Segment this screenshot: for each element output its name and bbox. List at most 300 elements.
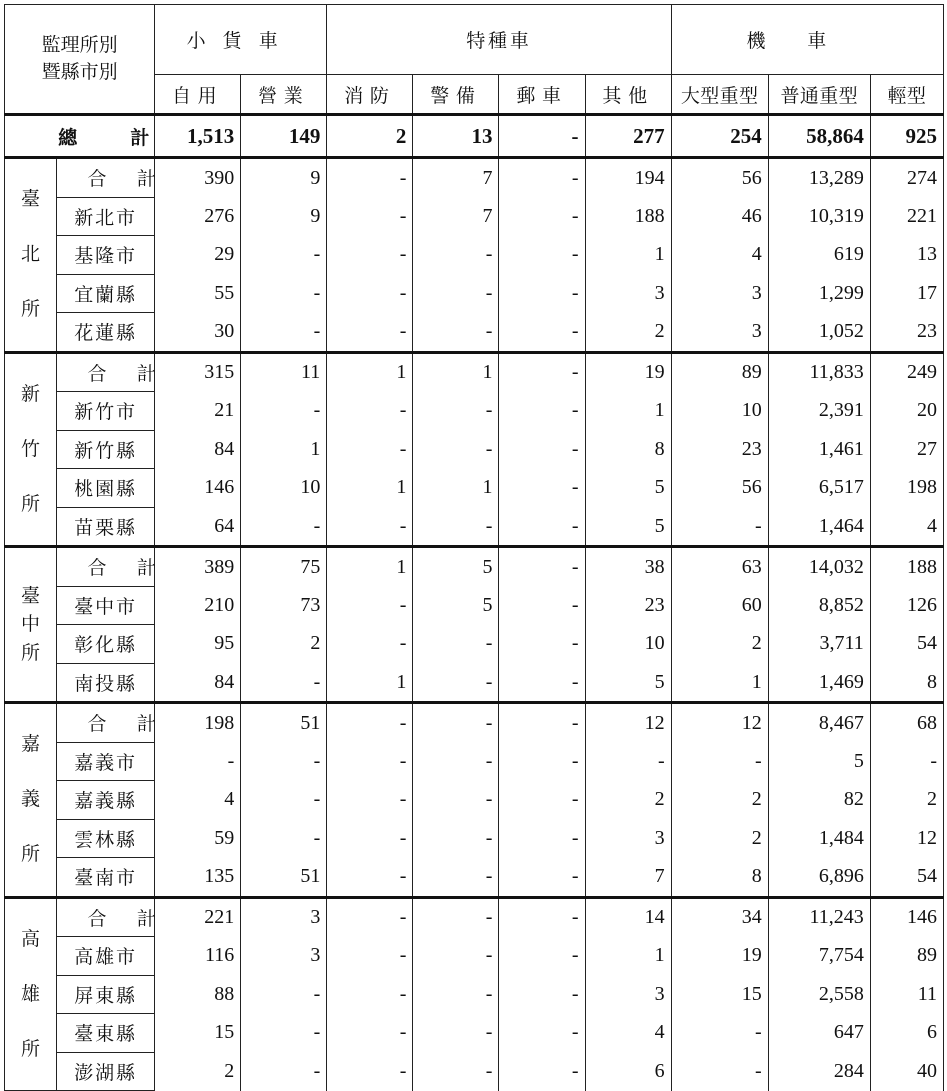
data-cell: 1 (585, 937, 671, 976)
table-row (5, 781, 944, 820)
data-cell: - (499, 236, 585, 275)
table-body (5, 115, 944, 1091)
city-name: 臺中市 (57, 586, 155, 625)
data-cell: 73 (241, 586, 327, 625)
data-cell: 23 (585, 586, 671, 625)
data-cell: 46 (671, 197, 768, 236)
data-cell: 64 (155, 507, 241, 547)
data-cell: - (327, 586, 413, 625)
data-cell: - (241, 781, 327, 820)
data-cell: 21 (155, 392, 241, 431)
data-cell: 315 (155, 352, 241, 392)
data-cell: - (327, 236, 413, 275)
region-name-char: 所 (21, 298, 41, 321)
region-name (21, 582, 40, 668)
data-cell: - (241, 819, 327, 858)
data-cell: - (499, 897, 585, 937)
table-header (5, 5, 944, 115)
data-cell: 5 (413, 586, 499, 625)
data-cell: - (413, 975, 499, 1014)
data-cell: - (327, 507, 413, 547)
data-cell: 5 (768, 742, 870, 781)
data-cell: 2 (155, 1052, 241, 1091)
data-cell: 7,754 (768, 937, 870, 976)
data-cell: 19 (585, 352, 671, 392)
data-cell: 89 (870, 937, 943, 976)
data-cell: 2 (585, 781, 671, 820)
data-cell: - (327, 858, 413, 898)
data-cell: - (327, 897, 413, 937)
data-cell: - (499, 430, 585, 469)
table-row (5, 197, 944, 236)
data-cell: - (671, 742, 768, 781)
data-cell: 5 (585, 469, 671, 508)
data-cell: - (413, 819, 499, 858)
data-cell: 19 (671, 937, 768, 976)
data-cell: 221 (155, 897, 241, 937)
table-row (5, 742, 944, 781)
data-cell: 3 (671, 313, 768, 353)
data-cell: - (241, 313, 327, 353)
table-row (5, 937, 944, 976)
data-cell: 1 (327, 547, 413, 587)
data-cell: 89 (671, 352, 768, 392)
table-row (5, 663, 944, 703)
data-cell: 7 (585, 858, 671, 898)
region-subtotal-row (5, 158, 944, 198)
data-cell: - (499, 547, 585, 587)
subtotal-label: 合計 (57, 897, 155, 937)
data-cell: 2,391 (768, 392, 870, 431)
col-header-postal: 郵車 (499, 75, 585, 115)
data-cell: 13,289 (768, 158, 870, 198)
data-cell: 88 (155, 975, 241, 1014)
data-cell: 647 (768, 1014, 870, 1053)
region-name-cell (5, 547, 57, 703)
region-name (21, 367, 40, 532)
data-cell: 8 (671, 858, 768, 898)
data-cell: - (241, 274, 327, 313)
total-cell: 149 (241, 115, 327, 158)
data-cell: 2,558 (768, 975, 870, 1014)
data-cell: 8,852 (768, 586, 870, 625)
data-cell: 194 (585, 158, 671, 198)
data-cell: 1,469 (768, 663, 870, 703)
data-cell: 56 (671, 158, 768, 198)
data-cell: - (327, 313, 413, 353)
city-name: 新竹市 (57, 392, 155, 431)
group-header-special-vehicle: 特種車 (327, 5, 671, 75)
data-cell: 619 (768, 236, 870, 275)
region-name-char: 所 (21, 641, 41, 664)
data-cell: 5 (585, 507, 671, 547)
data-cell: - (413, 313, 499, 353)
group-header-small-truck: 小貨車 (155, 5, 327, 75)
data-cell: 59 (155, 819, 241, 858)
data-cell: - (671, 507, 768, 547)
data-cell: 8 (585, 430, 671, 469)
data-cell: 10 (241, 469, 327, 508)
data-cell: 126 (870, 586, 943, 625)
data-cell: 116 (155, 937, 241, 976)
data-cell: 1 (413, 352, 499, 392)
city-name: 屏東縣 (57, 975, 155, 1014)
city-name: 雲林縣 (57, 819, 155, 858)
data-cell: 29 (155, 236, 241, 275)
data-cell: 8 (870, 663, 943, 703)
region-name-char: 臺 (21, 188, 41, 211)
data-cell: - (327, 781, 413, 820)
city-name: 南投縣 (57, 663, 155, 703)
data-cell: 1 (327, 469, 413, 508)
data-cell: - (413, 392, 499, 431)
corner-line-1: 監理所別 (41, 34, 118, 57)
data-cell: - (499, 819, 585, 858)
table-row (5, 819, 944, 858)
data-cell: 274 (870, 158, 943, 198)
data-cell: 75 (241, 547, 327, 587)
data-cell: 6,517 (768, 469, 870, 508)
table-row (5, 430, 944, 469)
group-header-motorcycle: 機車 (671, 5, 943, 75)
data-cell: 6,896 (768, 858, 870, 898)
table-row (5, 1052, 944, 1091)
data-cell: - (241, 975, 327, 1014)
data-cell: 15 (155, 1014, 241, 1053)
data-cell: 3 (241, 897, 327, 937)
data-cell: - (499, 507, 585, 547)
data-cell: 1,484 (768, 819, 870, 858)
data-cell: 54 (870, 625, 943, 664)
city-name: 桃園縣 (57, 469, 155, 508)
region-name-char: 嘉 (21, 733, 41, 756)
region-name (21, 717, 40, 882)
data-cell: 3 (585, 819, 671, 858)
data-cell: 6 (870, 1014, 943, 1053)
table-row (5, 469, 944, 508)
data-cell: 188 (870, 547, 943, 587)
region-name-char: 雄 (21, 982, 41, 1005)
col-header-private: 自用 (155, 75, 241, 115)
data-cell: 2 (671, 625, 768, 664)
data-cell: 7 (413, 197, 499, 236)
data-cell: 2 (671, 781, 768, 820)
data-cell: - (241, 392, 327, 431)
data-cell: 1 (413, 469, 499, 508)
region-name-char: 義 (21, 788, 41, 811)
city-name: 彰化縣 (57, 625, 155, 664)
subtotal-label: 合計 (57, 547, 155, 587)
city-name: 嘉義市 (57, 742, 155, 781)
data-cell: 210 (155, 586, 241, 625)
data-cell: 221 (870, 197, 943, 236)
data-cell: 38 (585, 547, 671, 587)
data-cell: 12 (870, 819, 943, 858)
data-cell: 12 (671, 703, 768, 743)
table-row (5, 858, 944, 898)
data-cell: - (413, 507, 499, 547)
data-cell: 10,319 (768, 197, 870, 236)
region-subtotal-row (5, 352, 944, 392)
city-name: 澎湖縣 (57, 1052, 155, 1091)
data-cell: 55 (155, 274, 241, 313)
data-cell: 4 (870, 507, 943, 547)
data-cell: - (499, 274, 585, 313)
data-cell: 4 (155, 781, 241, 820)
city-name: 新竹縣 (57, 430, 155, 469)
data-cell: - (671, 1052, 768, 1091)
total-cell: 925 (870, 115, 943, 158)
data-cell: - (499, 781, 585, 820)
data-cell: - (413, 625, 499, 664)
city-name: 花蓮縣 (57, 313, 155, 353)
region-name-char: 所 (21, 492, 41, 515)
data-cell: - (241, 1052, 327, 1091)
data-cell: 146 (870, 897, 943, 937)
data-cell: 1,461 (768, 430, 870, 469)
data-cell: - (413, 742, 499, 781)
subtotal-label: 合計 (57, 703, 155, 743)
data-cell: 11,243 (768, 897, 870, 937)
data-cell: 1,299 (768, 274, 870, 313)
data-cell: - (327, 819, 413, 858)
data-cell: - (413, 703, 499, 743)
data-cell: - (870, 742, 943, 781)
data-cell: - (241, 742, 327, 781)
region-name (21, 912, 40, 1077)
data-cell: - (327, 274, 413, 313)
data-cell: 198 (870, 469, 943, 508)
data-cell: 11,833 (768, 352, 870, 392)
city-name: 嘉義縣 (57, 781, 155, 820)
data-cell: 56 (671, 469, 768, 508)
subtotal-label: 合計 (57, 352, 155, 392)
data-cell: 1 (585, 392, 671, 431)
data-cell: 84 (155, 430, 241, 469)
data-cell: 2 (870, 781, 943, 820)
data-cell: - (241, 236, 327, 275)
city-name: 苗栗縣 (57, 507, 155, 547)
data-cell: 3 (241, 937, 327, 976)
data-cell: 146 (155, 469, 241, 508)
total-cell: 58,864 (768, 115, 870, 158)
data-cell: 95 (155, 625, 241, 664)
city-name: 宜蘭縣 (57, 274, 155, 313)
data-cell: - (585, 742, 671, 781)
data-cell: 68 (870, 703, 943, 743)
region-name-cell (5, 897, 57, 1091)
data-cell: - (499, 742, 585, 781)
data-cell: 40 (870, 1052, 943, 1091)
data-cell: 10 (585, 625, 671, 664)
data-cell: - (327, 392, 413, 431)
table-row (5, 507, 944, 547)
data-cell: - (327, 1052, 413, 1091)
city-name: 臺南市 (57, 858, 155, 898)
data-cell: 15 (671, 975, 768, 1014)
data-cell: 3 (585, 975, 671, 1014)
corner-header (5, 5, 155, 115)
data-cell: 27 (870, 430, 943, 469)
region-name (21, 172, 40, 337)
table-row (5, 313, 944, 353)
data-cell: 3,711 (768, 625, 870, 664)
data-cell: 13 (870, 236, 943, 275)
data-cell: 2 (241, 625, 327, 664)
data-cell: 1 (241, 430, 327, 469)
data-cell: - (499, 197, 585, 236)
total-cell: 277 (585, 115, 671, 158)
total-cell: 1,513 (155, 115, 241, 158)
data-cell: - (241, 663, 327, 703)
data-cell: 1,052 (768, 313, 870, 353)
data-cell: 1 (327, 663, 413, 703)
total-cell: 254 (671, 115, 768, 158)
data-cell: 1 (327, 352, 413, 392)
total-cell: 13 (413, 115, 499, 158)
region-name-char: 所 (21, 1037, 41, 1060)
data-cell: 12 (585, 703, 671, 743)
region-subtotal-row (5, 703, 944, 743)
data-cell: - (241, 507, 327, 547)
region-name-char: 高 (21, 927, 41, 950)
subtotal-label: 合計 (57, 158, 155, 198)
data-cell: 82 (768, 781, 870, 820)
corner-line-2: 暨縣市別 (41, 61, 118, 83)
data-cell: - (499, 392, 585, 431)
data-cell: - (413, 858, 499, 898)
region-name-cell (5, 158, 57, 353)
data-cell: - (499, 313, 585, 353)
data-cell: 4 (671, 236, 768, 275)
data-cell: 2 (671, 819, 768, 858)
data-cell: 7 (413, 158, 499, 198)
data-cell: 1 (671, 663, 768, 703)
region-name-cell (5, 352, 57, 547)
data-cell: - (327, 625, 413, 664)
data-cell: - (413, 663, 499, 703)
data-cell: - (499, 625, 585, 664)
data-cell: - (241, 1014, 327, 1053)
region-name-char: 中 (21, 613, 41, 636)
region-name-char: 新 (21, 382, 41, 405)
data-cell: - (499, 937, 585, 976)
data-cell: 60 (671, 586, 768, 625)
table-row (5, 586, 944, 625)
data-cell: 11 (241, 352, 327, 392)
data-cell: - (327, 937, 413, 976)
data-cell: 389 (155, 547, 241, 587)
table-row (5, 236, 944, 275)
data-cell: - (499, 1052, 585, 1091)
region-subtotal-row (5, 547, 944, 587)
data-cell: - (499, 158, 585, 198)
data-cell: 188 (585, 197, 671, 236)
data-cell: 5 (585, 663, 671, 703)
data-cell: 3 (671, 274, 768, 313)
data-cell: - (155, 742, 241, 781)
data-cell: 11 (870, 975, 943, 1014)
city-name: 高雄市 (57, 937, 155, 976)
col-header-light: 輕型 (870, 75, 943, 115)
data-cell: 30 (155, 313, 241, 353)
data-cell: 14 (585, 897, 671, 937)
data-cell: - (499, 975, 585, 1014)
grand-total-label: 總計 (5, 115, 155, 158)
col-header-fire: 消防 (327, 75, 413, 115)
data-cell: 23 (671, 430, 768, 469)
data-cell: 6 (585, 1052, 671, 1091)
total-cell: - (499, 115, 585, 158)
data-cell: 17 (870, 274, 943, 313)
data-cell: - (499, 858, 585, 898)
data-cell: - (413, 897, 499, 937)
data-cell: - (499, 703, 585, 743)
data-cell: - (413, 937, 499, 976)
col-header-other: 其他 (585, 75, 671, 115)
col-header-normal-heavy: 普通重型 (768, 75, 870, 115)
data-cell: 23 (870, 313, 943, 353)
data-cell: 54 (870, 858, 943, 898)
total-cell: 2 (327, 115, 413, 158)
data-cell: 8,467 (768, 703, 870, 743)
data-cell: 276 (155, 197, 241, 236)
region-name-cell (5, 703, 57, 898)
col-header-police: 警備 (413, 75, 499, 115)
data-cell: - (499, 469, 585, 508)
data-cell: 84 (155, 663, 241, 703)
col-header-commercial: 營業 (241, 75, 327, 115)
data-cell: - (413, 1052, 499, 1091)
data-cell: 9 (241, 158, 327, 198)
table-row (5, 274, 944, 313)
table-row (5, 392, 944, 431)
data-cell: - (327, 197, 413, 236)
data-cell: - (413, 236, 499, 275)
data-cell: 390 (155, 158, 241, 198)
data-cell: - (413, 430, 499, 469)
data-cell: 4 (585, 1014, 671, 1053)
data-cell: - (327, 975, 413, 1014)
data-cell: - (327, 742, 413, 781)
region-name-char: 北 (21, 243, 41, 266)
data-cell: - (413, 1014, 499, 1053)
data-cell: 51 (241, 858, 327, 898)
city-name: 基隆市 (57, 236, 155, 275)
region-name-char: 臺 (21, 584, 41, 607)
data-cell: - (499, 663, 585, 703)
data-cell: 249 (870, 352, 943, 392)
col-header-large-heavy: 大型重型 (671, 75, 768, 115)
data-cell: 5 (413, 547, 499, 587)
data-cell: 34 (671, 897, 768, 937)
table-row (5, 1014, 944, 1053)
data-cell: 51 (241, 703, 327, 743)
data-cell: 135 (155, 858, 241, 898)
data-cell: 2 (585, 313, 671, 353)
data-cell: - (413, 274, 499, 313)
city-name: 臺東縣 (57, 1014, 155, 1053)
data-cell: - (499, 1014, 585, 1053)
data-cell: - (499, 352, 585, 392)
data-cell: 1,464 (768, 507, 870, 547)
data-cell: 9 (241, 197, 327, 236)
data-cell: - (413, 781, 499, 820)
data-cell: - (327, 430, 413, 469)
data-cell: 10 (671, 392, 768, 431)
region-subtotal-row (5, 897, 944, 937)
data-cell: 14,032 (768, 547, 870, 587)
